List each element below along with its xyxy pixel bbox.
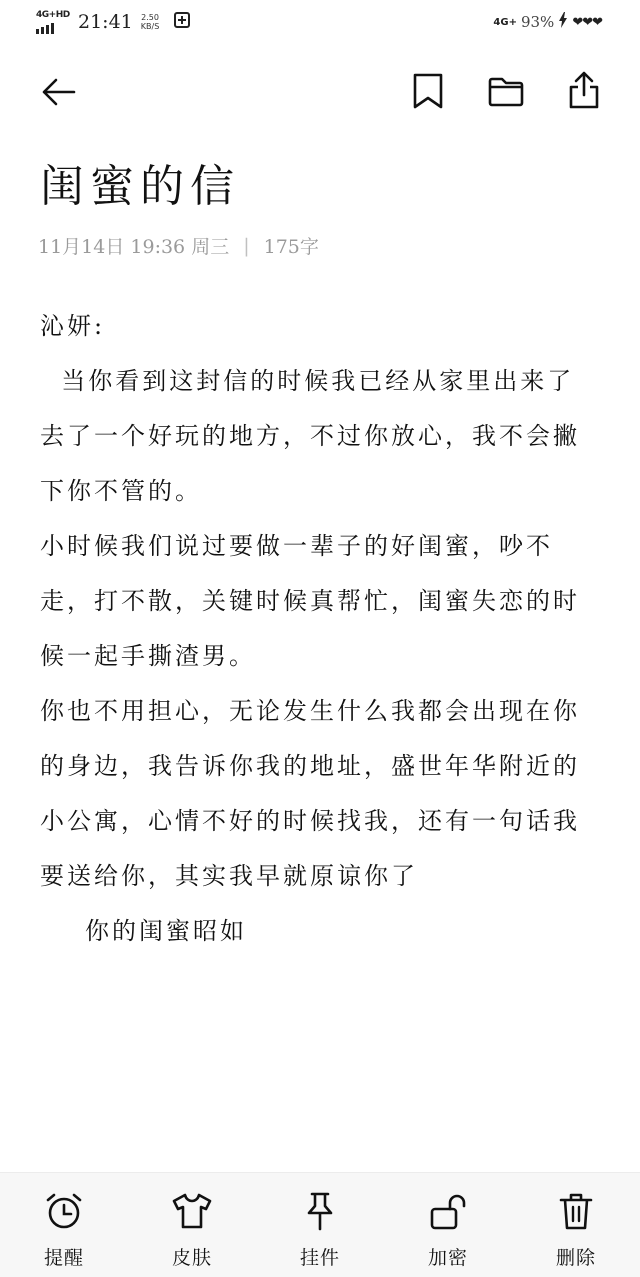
paragraph: 你也不用担心，无论发生什么我都会出现在你的身边，我告诉你我的地址，盛世年华附近的小公寓，心情不好的时候找我，还有一句话我要送给你，其实我早就原谅你了 (40, 697, 580, 890)
skin-button[interactable] (142, 1173, 242, 1277)
widget-label: 挂件 (299, 1247, 340, 1269)
back-button[interactable] (36, 70, 80, 114)
network-type: 4G+HD (36, 10, 70, 20)
encrypt-label: 加密 (427, 1247, 468, 1269)
signal-icon (36, 10, 70, 34)
share-button[interactable] (562, 66, 606, 114)
charging-icon (558, 12, 568, 32)
pushpin-icon (303, 1191, 337, 1231)
note-meta (38, 232, 319, 259)
network-type-right: 4G+ (493, 16, 517, 28)
hearts-icon: ❤❤❤ (572, 14, 602, 30)
note-date: 11月14日 19:36 周三 (38, 236, 230, 258)
signature: 你的闺蜜昭如 (85, 917, 247, 945)
bottom-toolbar (0, 1172, 640, 1277)
battery-level: 93% (520, 13, 555, 31)
encrypt-button[interactable] (398, 1173, 498, 1277)
share-icon (567, 70, 601, 110)
skin-label: 皮肤 (171, 1247, 212, 1269)
greeting: 沁妍: (40, 312, 106, 340)
tshirt-icon (171, 1192, 213, 1230)
delete-button[interactable] (526, 1173, 626, 1277)
bookmark-icon (412, 72, 444, 110)
status-bar (0, 0, 640, 48)
trash-icon (558, 1191, 594, 1231)
folder-icon (487, 76, 525, 108)
folder-button[interactable] (484, 70, 528, 114)
word-count: 175字 (263, 236, 319, 258)
delete-label: 删除 (555, 1247, 596, 1269)
back-arrow-icon (40, 77, 76, 107)
paragraph: 小时候我们说过要做一辈子的好闺蜜，吵不走，打不散，关键时候真帮忙，闺蜜失恋的时候一起手撕渣男。 (40, 532, 580, 670)
reminder-label: 提醒 (43, 1247, 84, 1269)
widget-button[interactable] (270, 1173, 370, 1277)
note-body[interactable] (40, 299, 600, 959)
unlock-icon (429, 1191, 467, 1231)
reminder-button[interactable] (14, 1173, 114, 1277)
bookmark-button[interactable] (406, 68, 450, 114)
note-title[interactable]: 闺蜜的信 (40, 161, 240, 212)
screenshot-icon (173, 11, 191, 33)
meta-separator: | (243, 234, 250, 257)
alarm-clock-icon (44, 1191, 84, 1231)
status-time: 21:41 (78, 11, 133, 33)
paragraph: 当你看到这封信的时候我已经从家里出来了去了一个好玩的地方，不过你放心，我不会撇下你不管的。 (40, 367, 580, 505)
network-speed: 2.50 KB/S (140, 13, 160, 31)
